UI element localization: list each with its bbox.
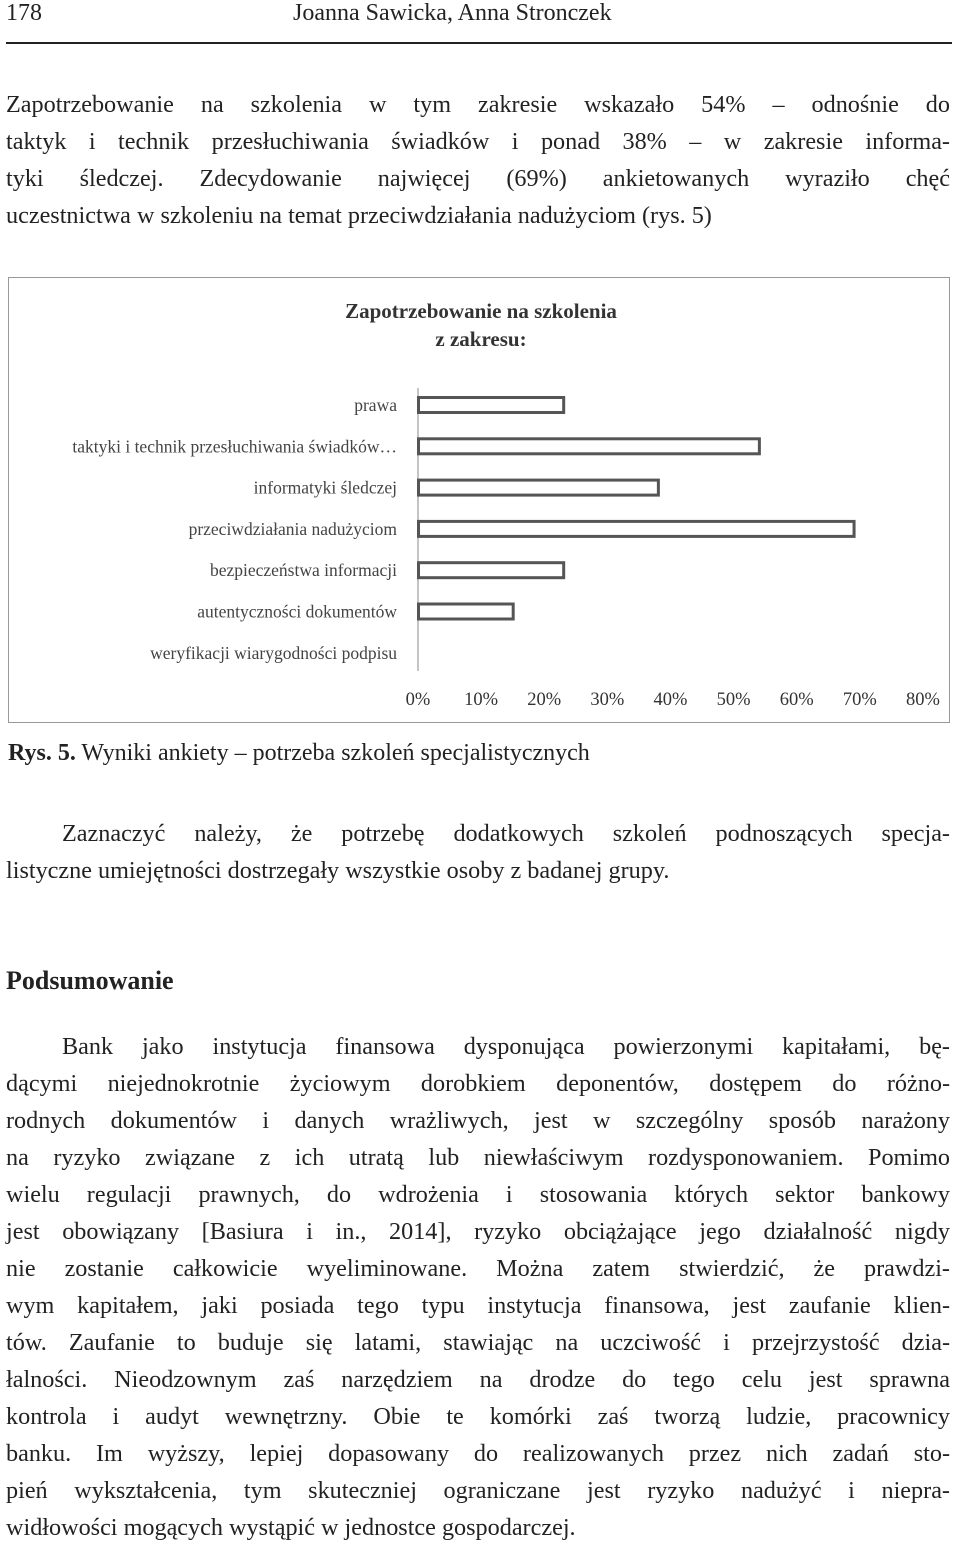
- text-line: na ryzyko związane z ich utratą lub niewłaściwym rozdysponowaniem. Pomimo: [6, 1144, 950, 1171]
- chart-x-tick-label: 70%: [842, 690, 877, 710]
- chart-title-line-1: Zapotrzebowanie na szkolenia: [345, 299, 617, 323]
- chart-x-tick-label: 20%: [527, 690, 562, 710]
- text-line: rodnych dokumentów i danych wrażliwych, jest w szczególny sposób narażony: [6, 1107, 950, 1134]
- figure-caption-text: Wyniki ankiety – potrzeba szkoleń specjalistycznych: [75, 740, 590, 766]
- chart-x-tick-label: 0%: [405, 690, 431, 710]
- text-line: kontrola i audyt wewnętrzny. Obie te komórki zaś tworzą ludzie, pracownicy: [6, 1403, 950, 1430]
- chart-bar: [419, 439, 760, 454]
- summary-paragraph: [6, 1028, 950, 1546]
- section-heading: Podsumowanie: [6, 966, 174, 995]
- intro-paragraph: [6, 86, 950, 234]
- text-line: tów. Zaufanie to buduje się latami, stawiając na uczciwość i przejrzystość dzia-: [6, 1329, 950, 1356]
- chart-category-label: taktyki i technik przesłuchiwania świadków…: [72, 436, 397, 457]
- chart-title-line-2: z zakresu:: [435, 327, 527, 351]
- text-line: dącymi niejednokrotnie życiowym dorobkiem deponentów, dostępem do różno-: [6, 1070, 950, 1097]
- chart-category-label: autentyczności dokumentów: [197, 601, 397, 622]
- note-paragraph: [6, 815, 950, 889]
- text-line: Zaznaczyć należy, że potrzebę dodatkowych szkoleń podnoszących specja-: [62, 820, 950, 847]
- chart-bar: [419, 521, 855, 536]
- text-line: łalności. Nieodzownym zaś narzędziem na drodze do tego celu jest sprawna: [6, 1366, 950, 1393]
- chart-category-label: weryfikacji wiarygodności podpisu: [150, 642, 397, 663]
- chart-bar: [419, 480, 659, 495]
- text-line: uczestnictwa w szkoleniu na temat przeciwdziałania nadużyciom (rys. 5): [6, 202, 712, 229]
- running-head-authors: Joanna Sawicka, Anna Stronczek: [293, 0, 612, 26]
- text-line: widłowości mogących wystąpić w jednostce gospodarczej.: [6, 1514, 576, 1541]
- figure-caption: [8, 740, 590, 767]
- chart-bar: [419, 398, 564, 413]
- chart-category-label: bezpieczeństwa informacji: [209, 560, 397, 581]
- text-line: wielu regulacji prawnych, do wdrożenia i stosowania których sektor bankowy: [6, 1181, 950, 1208]
- text-line: tyki śledczej. Zdecydowanie najwięcej (69%) ankietowanych wyraziło chęć: [6, 165, 950, 192]
- page-header: [0, 0, 960, 46]
- chart-x-tick-label: 10%: [464, 690, 499, 710]
- figure-caption-label: Rys. 5.: [8, 740, 76, 766]
- text-line: wym kapitałem, jaki posiada tego typu instytucja finansowa, jest zaufanie klien-: [6, 1292, 950, 1319]
- chart-category-label: informatyki śledczej: [253, 477, 397, 498]
- text-line: banku. Im wyższy, lepiej dopasowany do realizowanych przez nich zadań sto-: [6, 1440, 950, 1467]
- figure-chart-box: [8, 277, 950, 723]
- text-line: nie zostanie całkowicie wyeliminowane. Można zatem stwierdzić, że prawdzi-: [6, 1255, 950, 1282]
- page-number: 178: [6, 0, 42, 26]
- chart-x-tick-label: 30%: [590, 690, 625, 710]
- text-line: jest obowiązany [Basiura i in., 2014], ryzyko obciążające jego działalność nigdy: [6, 1218, 950, 1245]
- text-line: Bank jako instytucja finansowa dysponująca powierzonymi kapitałami, bę-: [62, 1033, 950, 1060]
- chart-category-label: prawa: [354, 395, 397, 415]
- chart-category-label: przeciwdziałania nadużyciom: [188, 518, 397, 539]
- text-line: listyczne umiejętności dostrzegały wszystkie osoby z badanej grupy.: [6, 857, 670, 884]
- chart-bar: [419, 563, 564, 578]
- text-line: pień wykształcenia, tym skuteczniej ograniczane jest ryzyko nadużyć i niepra-: [6, 1477, 950, 1504]
- text-line: Zapotrzebowanie na szkolenia w tym zakresie wskazało 54% – odnośnie do: [6, 91, 950, 118]
- chart-x-tick-label: 40%: [653, 690, 688, 710]
- text-line: taktyk i technik przesłuchiwania świadków i ponad 38% – w zakresie informa-: [6, 128, 950, 155]
- chart-x-tick-label: 50%: [716, 690, 751, 710]
- chart-x-tick-label: 60%: [779, 690, 814, 710]
- bar-chart: [9, 278, 949, 722]
- header-rule: [6, 42, 952, 44]
- chart-bar: [419, 604, 514, 619]
- chart-x-tick-label: 80%: [906, 690, 940, 710]
